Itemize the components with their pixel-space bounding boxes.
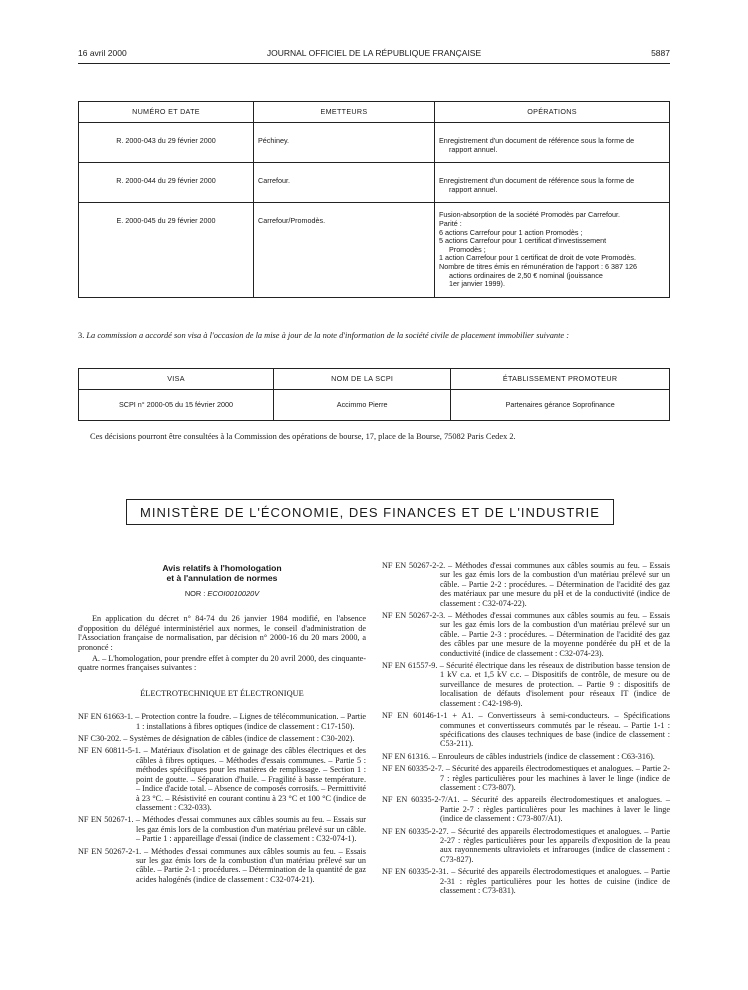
table-header-row [79,102,670,123]
operation-line: Enregistrement d'un document de référence sous la forme de [439,176,635,186]
page-header [78,48,670,62]
nor-reference [78,589,366,598]
decisions-text: Ces décisions pourront être consultées à la Commission des opérations de bourse, 17, place de la Bourse, 75082 Paris Cedex 2. [90,432,516,441]
section-heading: ÉLECTROTECHNIQUE ET ÉLECTRONIQUE [140,688,304,698]
table-row [79,390,670,421]
operation-line: Fusion-absorption de la société Promodès par Carrefour. [439,210,620,220]
norm-entry: NF EN 61557-9. – Sécurité électrique dans les réseaux de distribution basse tension de 1 kV c.a. et 1,5 kV c.c. – Dispositifs de contrôle, de mesure ou de surveillance de mesures de protection. – Partie 9 : dispositifs de localisation de défauts d'isolement pour réseaux IT (indice de classement : C42-198-9). [382,661,670,708]
avis-title-line: Avis relatifs à l'homologation [162,563,282,573]
norm-entry: NF EN 60335-2-27. – Sécurité des appareils électrodomestiques et analogues. – Partie 2-27 : règles particulières pour les appareils d'exposition de la peau aux rayonnements ultraviolets et infrarouges (indice de classement : C73-827). [382,826,670,864]
norm-entry: NF EN 50267-2-3. – Méthodes d'essai communes aux câbles soumis au feu. – Essais sur les gaz émis lors de la combustion d'un matériau prélevé sur un câble. – Partie 2-3 : procédures. – Détermination de l'acidité des gaz des câbles par une mesure de la moyenne pondérée du pH et de la conductivité (indice de classement : C32-074-23). [382,611,670,658]
operation-line: rapport annuel. [449,144,498,154]
nor-label: NOR : [184,589,206,598]
operations-table [78,101,670,298]
paragraph: En application du décret n° 84-74 du 26 janvier 1984 modifié, en l'absence d'opposition du délégué interministériel aux normes, le conseil d'administration de l'Association française de normalisation, par décision n° 2000-16 du 20 mars 2000, a prononcé : [78,614,366,652]
norm-entry: NF EN 60335-2-31. – Sécurité des appareils électrodomestiques et analogues. – Partie 2-31 : règles particulières pour les hottes de cuisine (indice de classement : C73-831). [382,867,670,895]
operation-line: Parité : [439,218,462,228]
paragraph: A. – L'homologation, pour prendre effet à compter du 20 avril 2000, des cinquante-quatre normes françaises suivantes : [78,654,366,673]
operation-line: Enregistrement d'un document de référence sous la forme de [439,136,635,145]
operation-line: rapport annuel. [449,184,498,194]
column-header: ÉTABLISSEMENT PROMOTEUR [451,369,670,390]
table-cell [435,123,670,163]
header-page-number: 5887 [651,48,670,58]
header-title: JOURNAL OFFICIEL DE LA RÉPUBLIQUE FRANÇAISE [266,48,482,58]
operation-line: 5 actions Carrefour pour 1 certificat d'investissement [439,236,607,246]
table-row [79,163,670,203]
norm-entry: NF EN 50267-2-2. – Méthodes d'essai communes aux câbles soumis au feu. – Essais sur les gaz émis lors de la combustion d'un matériau prélevé sur un câble. – Partie 2-2 : procédures. – Détermination de l'acidité des gaz des matériaux par une mesure du pH et de la conductivité (indice de classement : C32-074-22). [382,561,670,608]
norm-entry: NF EN 60146-1-1 + A1. – Convertisseurs à semi-conducteurs. – Spécifications communes et convertisseurs commutés par le réseau. – Partie 1-1 : spécifications des clauses techniques de base (indice de classement : C53-211). [382,711,670,749]
table-cell: Carrefour/Promodès. [254,203,435,297]
table-cell [435,203,670,297]
scpi-table [78,368,670,421]
operation-line: Promodès ; [449,244,486,254]
column-header: OPÉRATIONS [435,102,670,123]
avis-title [78,563,366,583]
table-cell: Partenaires gérance Soprofinance [451,390,670,421]
table-cell: Péchiney. [254,123,435,163]
table-cell: R. 2000-043 du 29 février 2000 [79,123,254,163]
operation-line: 1er janvier 1999). [449,279,505,289]
table-header-row [79,369,670,390]
table-cell: Accimmo Pierre [274,390,451,421]
note-number: 3. [78,331,85,340]
operation-line: 1 action Carrefour pour 1 certificat de droit de vote Promodès. [439,253,636,263]
table-cell [435,163,670,203]
ministry-heading: MINISTÈRE DE L'ÉCONOMIE, DES FINANCES ET DE L'INDUSTRIE [126,499,614,525]
norm-entry: NF EN 60811-5-1. – Matériaux d'isolation et de gainage des câbles électriques et des câbles à fibres optiques. – Méthodes d'essais communes. – Partie 5 : méthodes spécifiques pour les matières de remplissage. – Section 1 : point de goutte. – Séparation d'huile. – Fragilité à basse température. – Indice d'acide total. – Absence de composés corrosifs. – Permittivité à 23 °C. – Résistivité en courant continu à 23 °C et 100 °C (indice de classement : C32-033). [78,746,366,812]
right-column [382,561,670,898]
note-text: La commission a accordé son visa à l'occasion de la mise à jour de la note d'information de la société civile de placement immobilier suivante : [86,331,570,340]
header-date: 16 avril 2000 [78,48,127,58]
norm-entry: NF C30-202. – Systèmes de désignation de câbles (indice de classement : C30-202). [78,734,355,744]
table-cell: R. 2000-044 du 29 février 2000 [79,163,254,203]
table-cell: Carrefour. [254,163,435,203]
left-column [78,563,366,887]
table-cell: SCPI n° 2000-05 du 15 février 2000 [79,390,274,421]
norm-entry: NF EN 50267-2-1. – Méthodes d'essai communes aux câbles soumis au feu. – Essais sur les gaz émis lors de la combustion d'un matériau prélevé sur un câble. – Partie 2-1 : procédures. – Détermination de la quantité de gaz acides halogénés (indice de classement : C32-074-21). [78,846,366,884]
header-rule [78,63,670,64]
column-header: VISA [79,369,274,390]
operation-line: 6 actions Carrefour pour 1 action Promodès ; [439,227,583,237]
norms-list-right [382,561,670,895]
nor-code: ECOI0010020V [207,589,260,598]
norm-entry: NF EN 60335-2-7/A1. – Sécurité des appareils électrodomestiques et analogues. – Partie 2-7 : règles particulières pour les machines à laver le linge (indice de classement : C73-807/A1). [382,795,670,824]
operation-line: Nombre de titres émis en rémunération de l'apport : 6 387 126 [439,261,637,271]
norm-entry: NF EN 61316. – Enrouleurs de câbles industriels (indice de classement : C63-316). [382,751,655,761]
operation-line: actions ordinaires de 2,50 € nominal (jouissance [449,270,603,280]
norm-entry: NF EN 60335-2-7. – Sécurité des appareils électrodomestiques et analogues. – Partie 2-7 : règles particulières pour les machines à laver le linge (indice de classement : C73-807). [382,764,670,792]
column-header: NOM DE LA SCPI [274,369,451,390]
norms-list-left [78,712,366,884]
avis-title-line: et à l'annulation de normes [166,573,278,583]
table-row [79,123,670,163]
column-header: EMETTEURS [254,102,435,123]
column-header: NUMÉRO ET DATE [79,102,254,123]
norm-entry: NF EN 61663-1. – Protection contre la foudre. – Lignes de télécommunication. – Partie 1 : installations à fibres optiques (indice de classement : C17-150). [78,712,366,731]
table-row [79,203,670,297]
norm-entry: NF EN 50267-1. – Méthodes d'essai communes aux câbles soumis au feu. – Essais sur les gaz émis lors de la combustion d'un matériau prélevé sur un câble. – Partie 1 : appareillage d'essai (indice de classement : C32-074-1). [78,815,366,844]
scpi-note [78,331,670,341]
table-cell: E. 2000-045 du 29 février 2000 [79,203,254,297]
